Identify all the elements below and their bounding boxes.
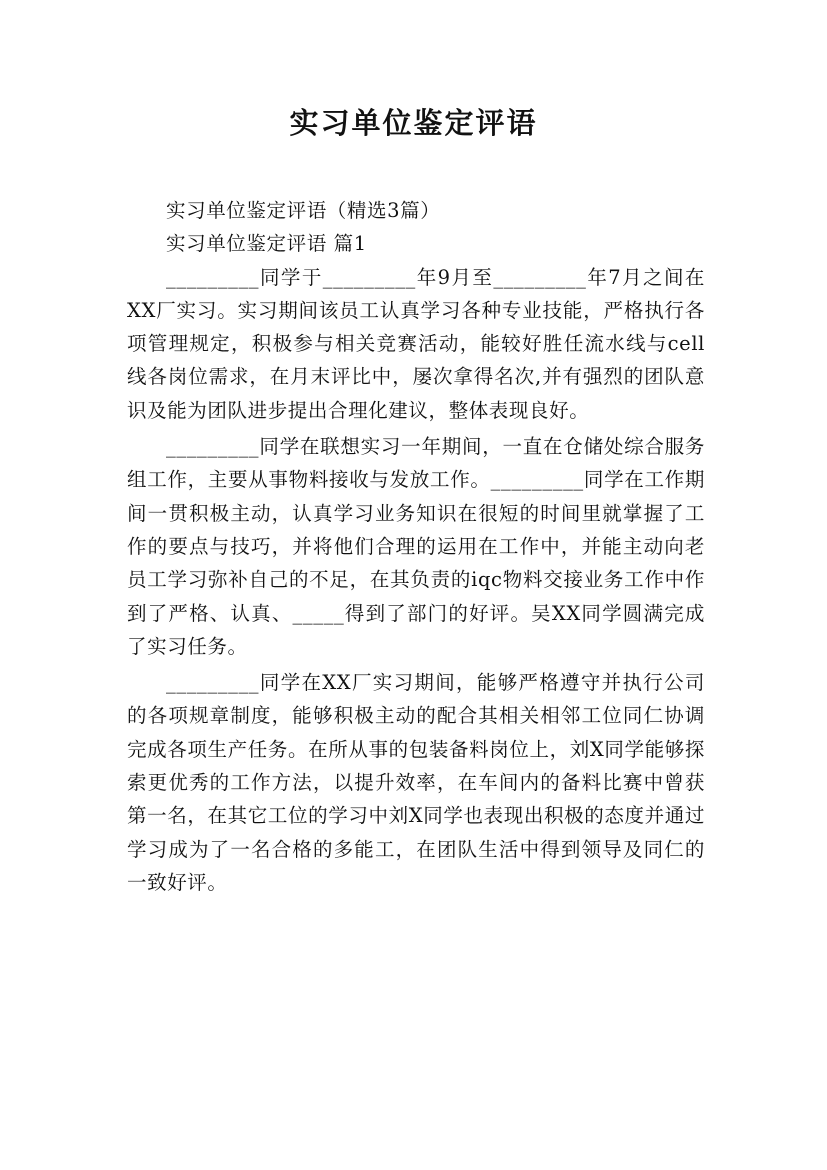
section-heading: 实习单位鉴定评语 篇1 (166, 232, 367, 256)
paragraph-1: _________同学于_________年9月至_________年7月之间在XX厂实习。实习期间该员工认真学习各种专业技能，严格执行各项管理规定，积极参与相关竞赛活动，能较好胜任流水线与cell线各岗位需求，在月末评比中，屡次拿得名次,并有强烈的团队意识及能为团队进步提出合理化建议，整体表现良好。 (127, 265, 705, 422)
paragraph-2: _________同学在联想实习一年期间，一直在仓储处综合服务组工作，主要从事物料接收与发放工作。_________同学在工作期间一贯积极主动，认真学习业务知识在很短的时间里就掌握了工作的要点与技巧，并将他们合理的运用在工作中，并能主动向老员工学习弥补自己的不足，在其负责的iqc物料交接业务工作中作到了严格、认真、_____得到了部门的好评。吴XX同学圆满完成了实习任务。 (127, 435, 705, 658)
subtitle-line: 实习单位鉴定评语（精选3篇） (166, 199, 441, 222)
paragraph-3: _________同学在XX厂实习期间，能够严格遵守并执行公司的各项规章制度，能够积极主动的配合其相关相邻工位同仁协调完成各项生产任务。在所从事的包装备料岗位上，刘X同学能够探索更优秀的工作方法，以提升效率，在车间内的备料比赛中曾获第一名，在其它工位的学习中刘X同学也表现出积极的态度并通过学习成为了一名合格的多能工，在团队生活中得到领导及同仁的一致好评。 (127, 671, 705, 894)
document-body (127, 194, 705, 899)
document-title: 实习单位鉴定评语 (289, 106, 538, 140)
